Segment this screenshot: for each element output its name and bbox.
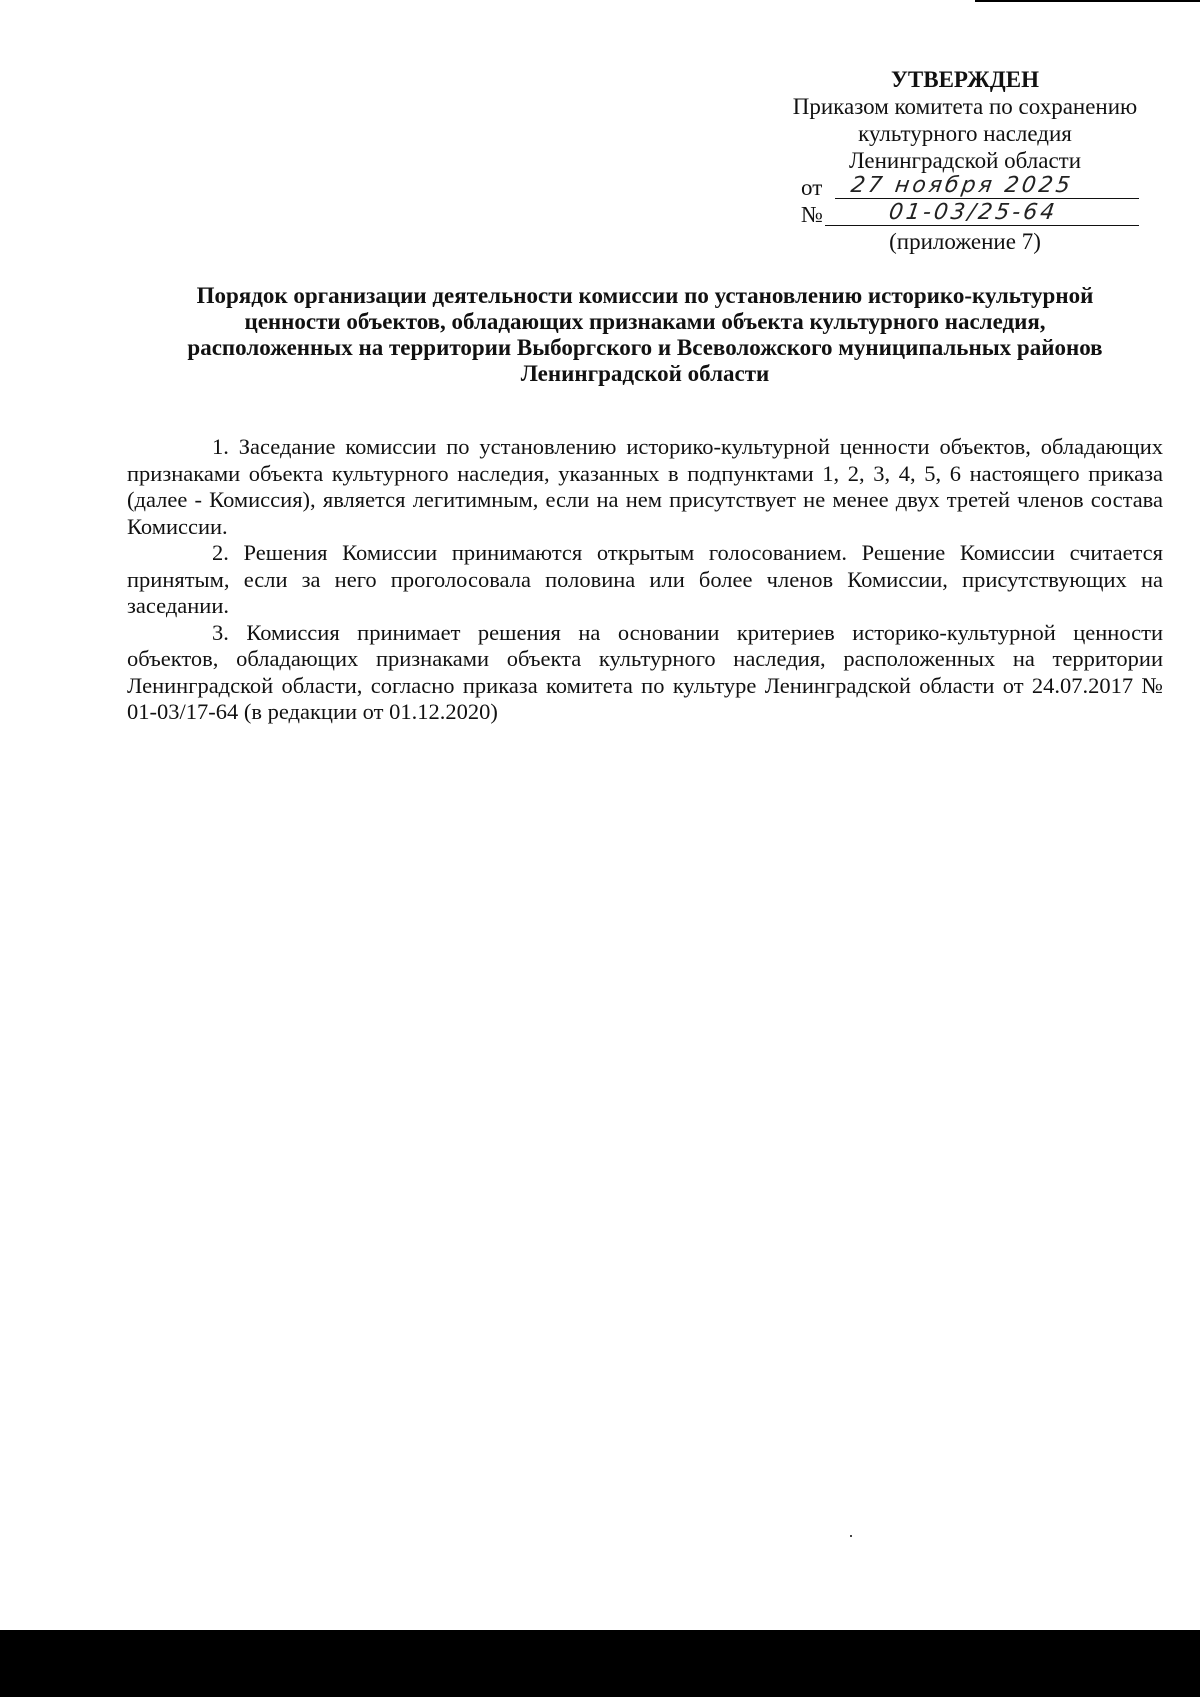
approval-block <box>770 66 1160 255</box>
title-line-2: ценности объектов, обладающих признаками объекта культурного наследия, <box>244 309 1046 334</box>
approval-heading: УТВЕРЖДЕН <box>891 67 1039 92</box>
handwritten-number: 01-03/25-64 <box>887 200 1060 225</box>
paragraph-3: 3. Комиссия принимает решения на основании критериев историко-культурной ценности объектов, обладающих признаками объекта культурного наследия, расположенных на территории Ленинградской области, согласно приказа комитета по культуре Ленинградской области от 24.07.2017 № 01-03/17-64 (в редакции от 01.12.2020) <box>127 619 1163 724</box>
date-label: от <box>801 175 823 200</box>
number-label: № <box>801 202 823 227</box>
approval-number-row <box>801 201 1139 228</box>
approval-line-1: Приказом комитета по сохранению <box>792 94 1138 119</box>
paragraph-1: 1. Заседание комиссии по установлению историко-культурной ценности объектов, обладающих признаками объекта культурного наследия, указанных в подпунктами 1, 2, 3, 4, 5, 6 настоящего приказа (далее - Комиссия), является легитимным, если на нем присутствует не менее двух третей членов состава Комиссии. <box>127 434 1163 539</box>
scan-speck <box>850 1535 852 1537</box>
paragraph-2: 2. Решения Комиссии принимаются открытым голосованием. Решение Комиссии считается принятым, если за него проголосовала половина или более членов Комиссии, присутствующих на заседании. <box>127 540 1163 618</box>
scan-top-edge <box>975 0 1200 2</box>
approval-line-2: культурного наследия <box>858 121 1072 146</box>
title-line-3: расположенных на территории Выборгского и Всеволожского муниципальных районов <box>187 335 1103 360</box>
document-body <box>127 434 1163 726</box>
approval-line-3: Ленинградской области <box>848 148 1082 173</box>
title-line-1: Порядок организации деятельности комиссии по установлению историко-культурной <box>196 283 1094 308</box>
attachment-label: (приложение 7) <box>889 229 1041 254</box>
approval-date-row <box>801 174 1139 201</box>
title-line-4: Ленинградской области <box>520 361 770 386</box>
document-title <box>140 283 1150 387</box>
scan-bottom-band <box>0 1630 1200 1697</box>
handwritten-date: 27 ноября 2025 <box>849 173 1075 198</box>
